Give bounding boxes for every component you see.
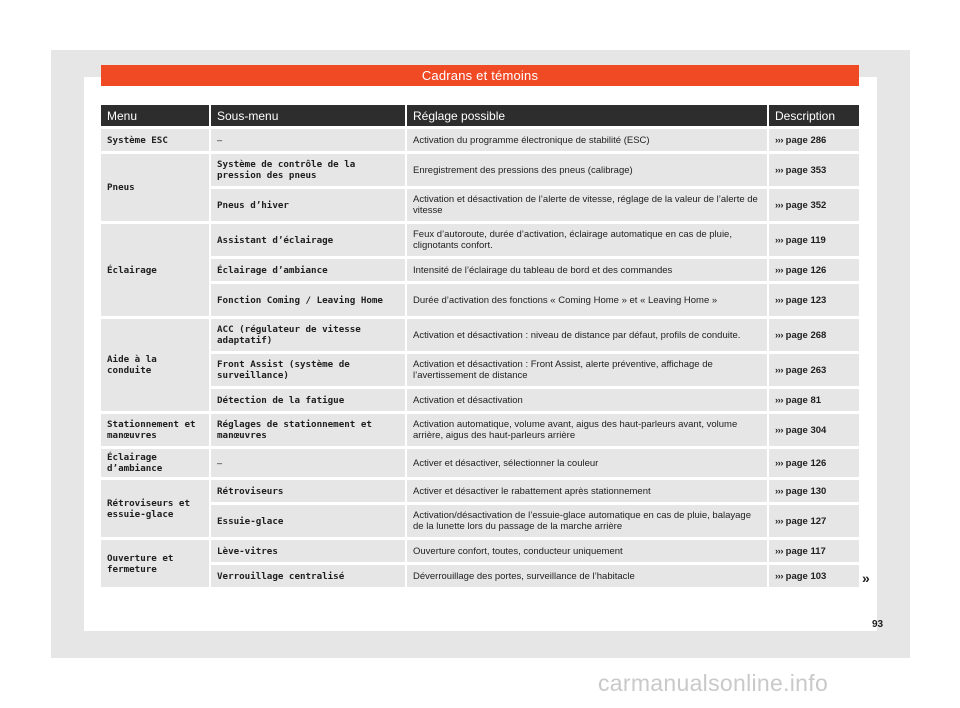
settings-table [101,102,859,590]
table-row [101,354,859,386]
table-body [101,129,859,587]
reference-arrow-icon: ››› [775,394,783,406]
cell-setting: Activation automatique, volume avant, aigus des haut-parleurs avant, volume arrière, aigus des haut-parleurs arrière [407,414,769,446]
cell-submenu: Détection de la fatigue [211,389,407,411]
cell-submenu: Éclairage d’ambiance [211,259,407,281]
cell-submenu: Assistant d’éclairage [211,224,407,256]
cell-page-reference[interactable] [769,565,859,587]
reference-arrow-icon: ››› [775,364,783,376]
cell-setting: Activer et désactiver, sélectionner la couleur [407,449,769,477]
cell-setting: Durée d’activation des fonctions « Coming Home » et « Leaving Home » [407,284,769,316]
cell-submenu: Réglages de stationnement et manœuvres [211,414,407,446]
header-setting: Réglage possible [407,105,769,126]
reference-link[interactable]: page 81 [785,394,822,406]
reference-arrow-icon: ››› [775,164,783,176]
cell-page-reference[interactable] [769,540,859,562]
table-row [101,224,859,256]
cell-page-reference[interactable] [769,154,859,186]
reference-link[interactable]: page 263 [785,364,827,376]
reference-link[interactable]: page 352 [785,199,827,211]
cell-setting: Activation/désactivation de l’essuie-glace automatique en cas de pluie, balayage de la lunette lors du passage de la marche arrière [407,505,769,537]
cell-setting: Activation et désactivation : niveau de distance par défaut, profils de conduite. [407,319,769,351]
reference-link[interactable]: page 353 [785,164,827,176]
cell-submenu: Système de contrôle de la pression des pneus [211,154,407,186]
table-header-row [101,105,859,126]
cell-setting: Feux d’autoroute, durée d’activation, éclairage automatique en cas de pluie, clignotants confort. [407,224,769,256]
cell-submenu: Verrouillage centralisé [211,565,407,587]
reference-arrow-icon: ››› [775,457,783,469]
reference-arrow-icon: ››› [775,234,783,246]
cell-setting: Déverrouillage des portes, surveillance de l’habitacle [407,565,769,587]
cell-page-reference[interactable] [769,480,859,502]
cell-submenu: – [211,449,407,477]
cell-setting: Enregistrement des pressions des pneus (calibrage) [407,154,769,186]
cell-menu: Stationnement et manœuvres [101,414,211,446]
table-row [101,189,859,221]
header-submenu: Sous-menu [211,105,407,126]
reference-link[interactable]: page 304 [785,424,827,436]
reference-link[interactable]: page 126 [785,264,827,276]
table-row [101,389,859,411]
cell-menu: Aide à la conduite [101,319,211,411]
cell-setting: Activation et désactivation de l’alerte de vitesse, réglage de la valeur de l’alerte de vitesse [407,189,769,221]
cell-submenu: Pneus d’hiver [211,189,407,221]
page-number: 93 [872,619,884,630]
reference-arrow-icon: ››› [775,485,783,497]
header-description: Description [769,105,859,126]
reference-arrow-icon: ››› [775,134,783,146]
reference-arrow-icon: ››› [775,199,783,211]
cell-setting: Activer et désactiver le rabattement après stationnement [407,480,769,502]
cell-page-reference[interactable] [769,319,859,351]
cell-menu: Pneus [101,154,211,221]
cell-page-reference[interactable] [769,284,859,316]
reference-arrow-icon: ››› [775,570,783,582]
table-row [101,565,859,587]
reference-arrow-icon: ››› [775,424,783,436]
cell-menu: Éclairage [101,224,211,316]
section-title: Cadrans et témoins [101,65,859,86]
cell-setting: Activation du programme électronique de stabilité (ESC) [407,129,769,151]
reference-arrow-icon: ››› [775,294,783,306]
cell-submenu: Rétroviseurs [211,480,407,502]
reference-link[interactable]: page 103 [785,570,827,582]
cell-page-reference[interactable] [769,505,859,537]
cell-page-reference[interactable] [769,389,859,411]
cell-page-reference[interactable] [769,224,859,256]
table-row [101,284,859,316]
cell-setting: Activation et désactivation : Front Assist, alerte préventive, affichage de l’avertissement de distance [407,354,769,386]
cell-submenu: Essuie-glace [211,505,407,537]
cell-page-reference[interactable] [769,259,859,281]
reference-link[interactable]: page 117 [785,545,826,557]
cell-page-reference[interactable] [769,414,859,446]
reference-link[interactable]: page 130 [785,485,827,497]
reference-arrow-icon: ››› [775,545,783,557]
reference-arrow-icon: ››› [775,264,783,276]
cell-menu: Éclairage d’ambiance [101,449,211,477]
reference-link[interactable]: page 268 [785,329,827,341]
reference-link[interactable]: page 127 [785,515,827,527]
reference-link[interactable]: page 123 [785,294,827,306]
table-row [101,540,859,562]
cell-setting: Activation et désactivation [407,389,769,411]
cell-submenu: Front Assist (système de surveillance) [211,354,407,386]
cell-submenu: ACC (régulateur de vitesse adaptatif) [211,319,407,351]
watermark: carmanualsonline.info [598,670,829,696]
table-row [101,259,859,281]
reference-link[interactable]: page 126 [785,457,827,469]
table-row [101,414,859,446]
reference-link[interactable]: page 286 [785,134,827,146]
table-row [101,480,859,502]
reference-arrow-icon: ››› [775,515,783,527]
table-row [101,154,859,186]
cell-setting: Ouverture confort, toutes, conducteur uniquement [407,540,769,562]
cell-menu: Ouverture et fermeture [101,540,211,587]
cell-menu: Rétroviseurs et essuie-glace [101,480,211,537]
cell-submenu: Fonction Coming / Leaving Home [211,284,407,316]
table-row [101,129,859,151]
table-row [101,505,859,537]
cell-page-reference[interactable] [769,354,859,386]
table-row [101,319,859,351]
cell-menu: Système ESC [101,129,211,151]
header-menu: Menu [101,105,211,126]
cell-submenu: Lève-vitres [211,540,407,562]
reference-link[interactable]: page 119 [785,234,826,246]
cell-page-reference[interactable] [769,189,859,221]
reference-arrow-icon: ››› [775,329,783,341]
table-row [101,449,859,477]
cell-page-reference[interactable] [769,449,859,477]
cell-page-reference[interactable] [769,129,859,151]
cell-submenu: – [211,129,407,151]
continue-marker: » [862,570,870,586]
cell-setting: Intensité de l’éclairage du tableau de bord et des commandes [407,259,769,281]
